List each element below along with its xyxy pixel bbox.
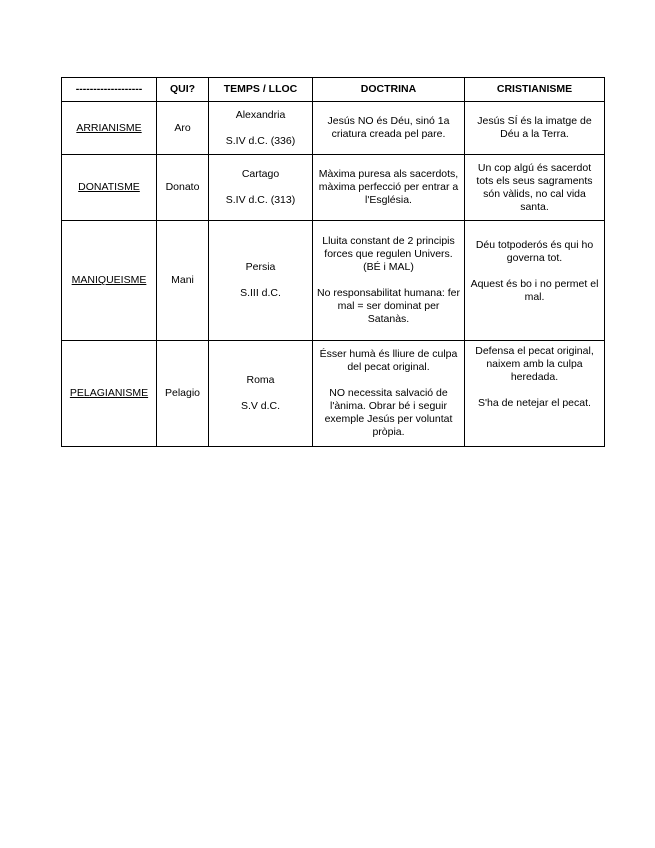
header-cristianisme: CRISTIANISME: [465, 78, 605, 102]
header-doctrina: DOCTRINA: [313, 78, 465, 102]
heresy-name: DONATISME: [62, 155, 157, 221]
heresy-date: S.IV d.C. (336): [225, 134, 296, 147]
heresy-date: S.V d.C.: [240, 400, 281, 412]
heresy-name: PELAGIANISME: [62, 341, 157, 447]
heresy-founder: Mani: [157, 221, 209, 341]
heresy-doctrine: [313, 155, 465, 221]
christianity-response: [465, 102, 605, 155]
doctrine-text: Jesús NO és Déu, sinó 1a criatura creada pel pare.: [327, 115, 450, 140]
heresy-founder: Pelagio: [157, 341, 209, 447]
christianity-text: Un cop algú és sacerdot tots els seus sagraments són vàlids, no cal vida santa.: [476, 161, 593, 213]
christianity-response: [465, 221, 605, 341]
table-row: [62, 221, 605, 341]
doctrine-text: Ésser humà és lliure de culpa del pecat original.: [319, 348, 458, 373]
doctrine-text: NO necessita salvació de l'ànima. Obrar bé i seguir exemple Jesús per voluntat pròpia.: [324, 387, 453, 438]
header-qui: QUI?: [157, 78, 209, 102]
christianity-text: Déu totpoderós és qui ho governa tot.: [475, 239, 594, 264]
heresy-doctrine: [313, 102, 465, 155]
christianity-text: S'ha de netejar el pecat.: [478, 397, 591, 409]
heresy-doctrine: [313, 341, 465, 447]
heresy-name: ARRIANISME: [62, 102, 157, 155]
header-temps-lloc: TEMPS / LLOC: [209, 78, 313, 102]
heresy-founder: Aro: [157, 102, 209, 155]
christianity-text: Jesús SÍ és la imatge de Déu a la Terra.: [477, 115, 592, 140]
heresy-doctrine: [313, 221, 465, 341]
christianity-text: Defensa el pecat original, naixem amb la culpa heredada.: [475, 345, 594, 383]
heresy-place: Roma: [246, 374, 275, 386]
heresy-place: Cartago: [241, 168, 280, 180]
table-row: [62, 155, 605, 221]
christianity-text: Aquest és bo i no permet el mal.: [470, 278, 599, 303]
heresy-place: Alexandria: [235, 108, 286, 121]
heresy-founder: Donato: [157, 155, 209, 221]
doctrine-text: Lluita constant de 2 principis forces que regulen Univers. (BÉ i MAL): [322, 235, 455, 273]
christianity-response: [465, 341, 605, 447]
doctrine-text: Màxima puresa als sacerdots, màxima perfecció per entrar a l'Església.: [318, 168, 459, 206]
heresy-time-place: [209, 155, 313, 221]
table-row: [62, 102, 605, 155]
table-row: [62, 341, 605, 447]
header-row: [62, 78, 605, 102]
heresy-name: MANIQUEISME: [62, 221, 157, 341]
heresy-date: S.III d.C.: [240, 287, 281, 299]
heresy-time-place: [209, 341, 313, 447]
heresy-time-place: [209, 221, 313, 341]
heresies-table: [61, 77, 605, 447]
heresy-place: Persia: [245, 261, 276, 273]
heresy-date: S.IV d.C. (313): [225, 194, 296, 206]
doctrine-text: No responsabilitat humana: fer mal = ser dominat per Satanàs.: [317, 287, 460, 325]
christianity-response: [465, 155, 605, 221]
header-blank: -------------------: [62, 78, 157, 102]
heresy-time-place: [209, 102, 313, 155]
